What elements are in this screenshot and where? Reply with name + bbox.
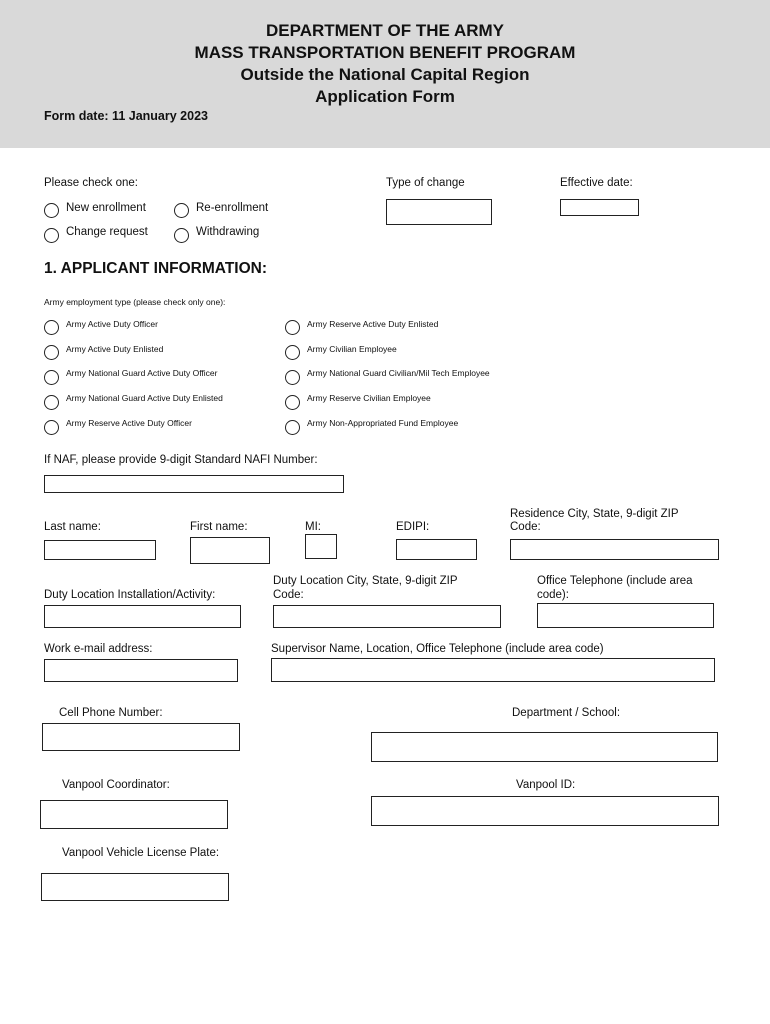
vanpool-id-label: Vanpool ID: xyxy=(516,779,576,791)
residence-label-line1: Residence City, State, 9-digit ZIP xyxy=(510,508,679,520)
vanpool-plate-field[interactable] xyxy=(41,873,229,901)
first-name-label: First name: xyxy=(190,521,248,533)
first-name-field[interactable] xyxy=(190,537,270,564)
radio-change-request[interactable] xyxy=(44,228,59,243)
radio-army-civilian-employee[interactable] xyxy=(285,345,300,360)
duty-city-label-line1: Duty Location City, State, 9-digit ZIP xyxy=(273,575,458,587)
radio-reserve-active-duty-enlisted[interactable] xyxy=(285,320,300,335)
vanpool-id-field[interactable] xyxy=(371,796,719,826)
edipi-label: EDIPI: xyxy=(396,521,430,533)
vanpool-coordinator-label: Vanpool Coordinator: xyxy=(62,779,170,791)
last-name-field[interactable] xyxy=(44,540,156,560)
section-applicant-information: 1. APPLICANT INFORMATION: xyxy=(44,260,268,277)
employment-option-label: Army Reserve Active Duty Officer xyxy=(66,418,192,428)
radio-naf-employee[interactable] xyxy=(285,420,300,435)
employment-option-label: Army Reserve Active Duty Enlisted xyxy=(307,319,439,329)
department-school-field[interactable] xyxy=(371,732,718,762)
header-title-line1: DEPARTMENT OF THE ARMY xyxy=(266,21,504,40)
type-of-change-field[interactable] xyxy=(386,199,492,225)
supervisor-field[interactable] xyxy=(271,658,715,682)
radio-change-request-label: Change request xyxy=(66,226,148,238)
cell-phone-label: Cell Phone Number: xyxy=(59,707,163,719)
residence-label-line2: Code: xyxy=(510,521,541,533)
office-phone-label-line1: Office Telephone (include area xyxy=(537,575,693,587)
vanpool-plate-label: Vanpool Vehicle License Plate: xyxy=(62,847,220,859)
mi-label: MI: xyxy=(305,521,321,533)
employment-option-label: Army Active Duty Officer xyxy=(66,319,158,329)
radio-withdrawing[interactable] xyxy=(174,228,189,243)
last-name-label: Last name: xyxy=(44,521,101,533)
office-phone-label-line2: code): xyxy=(537,589,569,601)
employment-option-label: Army National Guard Active Duty Enlisted xyxy=(66,393,223,403)
naf-number-field[interactable] xyxy=(44,475,344,493)
effective-date-field[interactable] xyxy=(560,199,639,216)
radio-army-active-duty-enlisted[interactable] xyxy=(44,345,59,360)
radio-ng-active-duty-officer[interactable] xyxy=(44,370,59,385)
employment-option-label: Army Active Duty Enlisted xyxy=(66,344,164,354)
radio-new-enrollment[interactable] xyxy=(44,203,59,218)
radio-re-enrollment-label: Re-enrollment xyxy=(196,202,269,214)
radio-ng-active-duty-enlisted[interactable] xyxy=(44,395,59,410)
duty-installation-field[interactable] xyxy=(44,605,241,628)
radio-re-enrollment[interactable] xyxy=(174,203,189,218)
employment-option-label: Army National Guard Active Duty Officer xyxy=(66,368,218,378)
department-school-label: Department / School: xyxy=(512,707,621,719)
duty-city-field[interactable] xyxy=(273,605,501,628)
office-phone-field[interactable] xyxy=(537,603,714,628)
work-email-field[interactable] xyxy=(44,659,238,682)
naf-number-label: If NAF, please provide 9-digit Standard NAFI Number: xyxy=(44,454,318,466)
residence-field[interactable] xyxy=(510,539,719,560)
vanpool-coordinator-field[interactable] xyxy=(40,800,228,829)
employment-option-label: Army Non-Appropriated Fund Employee xyxy=(307,418,459,428)
effective-date-label: Effective date: xyxy=(560,177,633,189)
work-email-label: Work e-mail address: xyxy=(44,643,153,655)
employment-option-label: Army National Guard Civilian/Mil Tech Employee xyxy=(307,368,490,378)
header-title-line2: MASS TRANSPORTATION BENEFIT PROGRAM xyxy=(194,43,576,62)
header-title-line4: Application Form xyxy=(315,87,455,106)
form-date: Form date: 11 January 2023 xyxy=(44,109,208,123)
type-of-change-label: Type of change xyxy=(386,177,465,189)
radio-reserve-civilian-employee[interactable] xyxy=(285,395,300,410)
employment-type-label: Army employment type (please check only one): xyxy=(44,297,226,307)
radio-new-enrollment-label: New enrollment xyxy=(66,202,146,214)
mi-field[interactable] xyxy=(305,534,337,559)
edipi-field[interactable] xyxy=(396,539,477,560)
radio-reserve-active-duty-officer[interactable] xyxy=(44,420,59,435)
employment-option-label: Army Civilian Employee xyxy=(307,344,397,354)
header-title-line3: Outside the National Capital Region xyxy=(240,65,530,84)
duty-installation-label: Duty Location Installation/Activity: xyxy=(44,589,216,601)
duty-city-label-line2: Code: xyxy=(273,589,304,601)
supervisor-label: Supervisor Name, Location, Office Telephone (include area code) xyxy=(271,643,604,655)
radio-army-active-duty-officer[interactable] xyxy=(44,320,59,335)
cell-phone-field[interactable] xyxy=(42,723,240,751)
radio-withdrawing-label: Withdrawing xyxy=(196,226,260,238)
check-one-label: Please check one: xyxy=(44,177,138,189)
radio-ng-civilian-mil-tech[interactable] xyxy=(285,370,300,385)
form-header xyxy=(0,0,770,148)
employment-option-label: Army Reserve Civilian Employee xyxy=(307,393,431,403)
